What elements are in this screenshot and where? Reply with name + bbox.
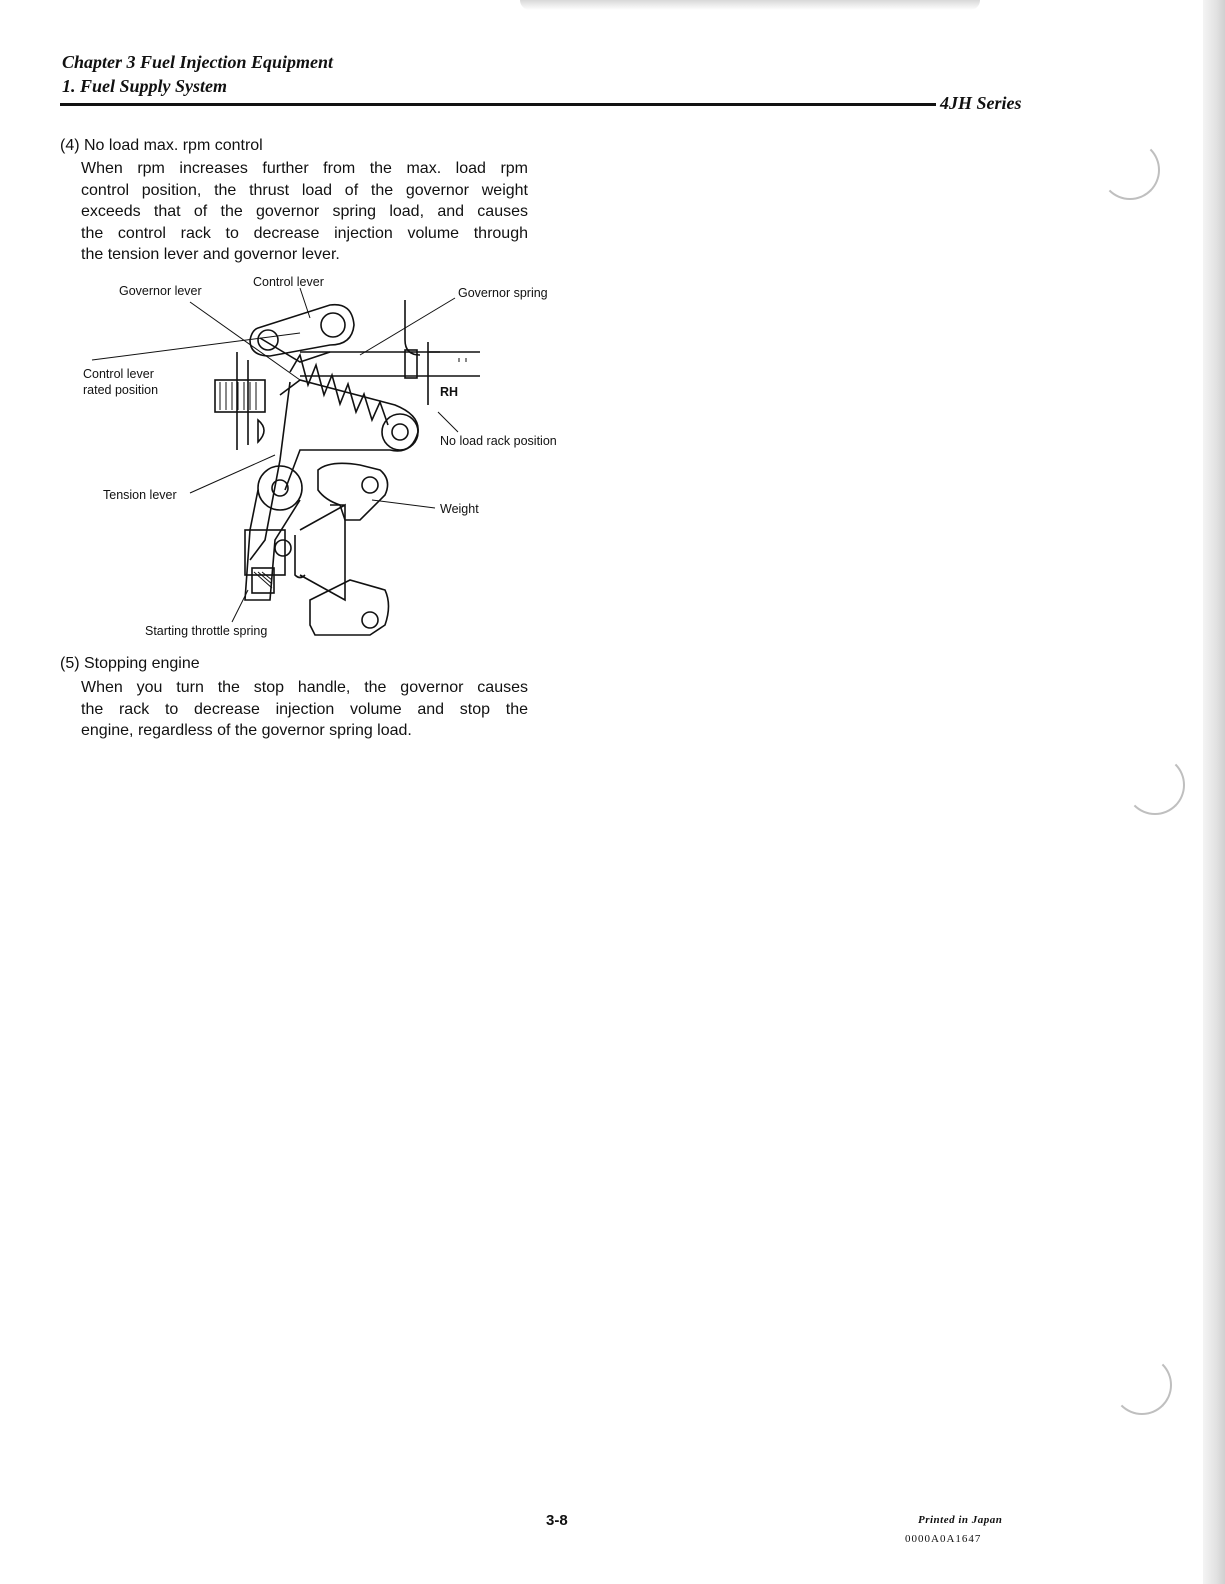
label-tension-lever: Tension lever: [103, 488, 177, 502]
header-rule: [60, 103, 936, 106]
weight-upper: [318, 463, 388, 520]
binder-hole-mark: [1112, 1355, 1172, 1415]
label-rh: RH: [440, 385, 459, 399]
body-line: engine, regardless of the governor spring load.: [81, 722, 412, 739]
weight-lower: [310, 580, 389, 635]
body-line: When you turn the stop handle, the governor causes: [81, 679, 528, 696]
body-line: exceeds that of the governor spring load, and causes: [81, 203, 528, 220]
document-code: 0000A0A1647: [905, 1533, 982, 1545]
page-edge-shadow: [1203, 0, 1225, 1584]
scan-smudge: [520, 0, 980, 10]
section-title: 1. Fuel Supply System: [62, 76, 228, 96]
body-line: When rpm increases further from the max. load rpm: [81, 160, 528, 177]
label-governor-lever: Governor lever: [119, 284, 202, 298]
governor-diagram: [70, 270, 590, 645]
binder-hole-mark: [1125, 755, 1185, 815]
label-weight: Weight: [440, 502, 479, 516]
series-label: 4JH Series: [940, 93, 1022, 113]
chapter-title: Chapter 3 Fuel Injection Equipment: [62, 52, 334, 72]
printed-in-japan: Printed in Japan: [918, 1514, 1003, 1526]
section-4-title: (4) No load max. rpm control: [60, 137, 263, 154]
binder-hole-mark: [1100, 140, 1160, 200]
label-control-lever-rated-2: rated position: [83, 383, 159, 397]
tension-lever-pivot: [258, 466, 302, 510]
page-number: 3-8: [546, 1512, 568, 1529]
label-control-lever: Control lever: [253, 275, 324, 289]
section-5-body: [81, 677, 528, 742]
body-line: the control rack to decrease injection volume through: [81, 224, 528, 242]
body-line: the rack to decrease injection volume and stop the: [81, 700, 528, 718]
label-control-lever-rated-1: Control lever: [83, 367, 154, 381]
control-lever-pin: [321, 313, 345, 337]
governor-lever-end: [382, 414, 418, 450]
section-5-title: (5) Stopping engine: [60, 655, 200, 672]
label-starting-throttle-spring: Starting throttle spring: [145, 624, 268, 638]
body-line: control position, the thrust load of the governor weight: [81, 181, 528, 199]
governor-lever-shape: [280, 380, 418, 490]
body-line: the tension lever and governor lever.: [81, 246, 340, 263]
adjust-screw: [215, 380, 265, 412]
label-no-load-rack-position: No load rack position: [440, 434, 557, 448]
section-4-body: [81, 158, 528, 266]
label-governor-spring: Governor spring: [458, 286, 548, 300]
page-header: [62, 50, 333, 98]
